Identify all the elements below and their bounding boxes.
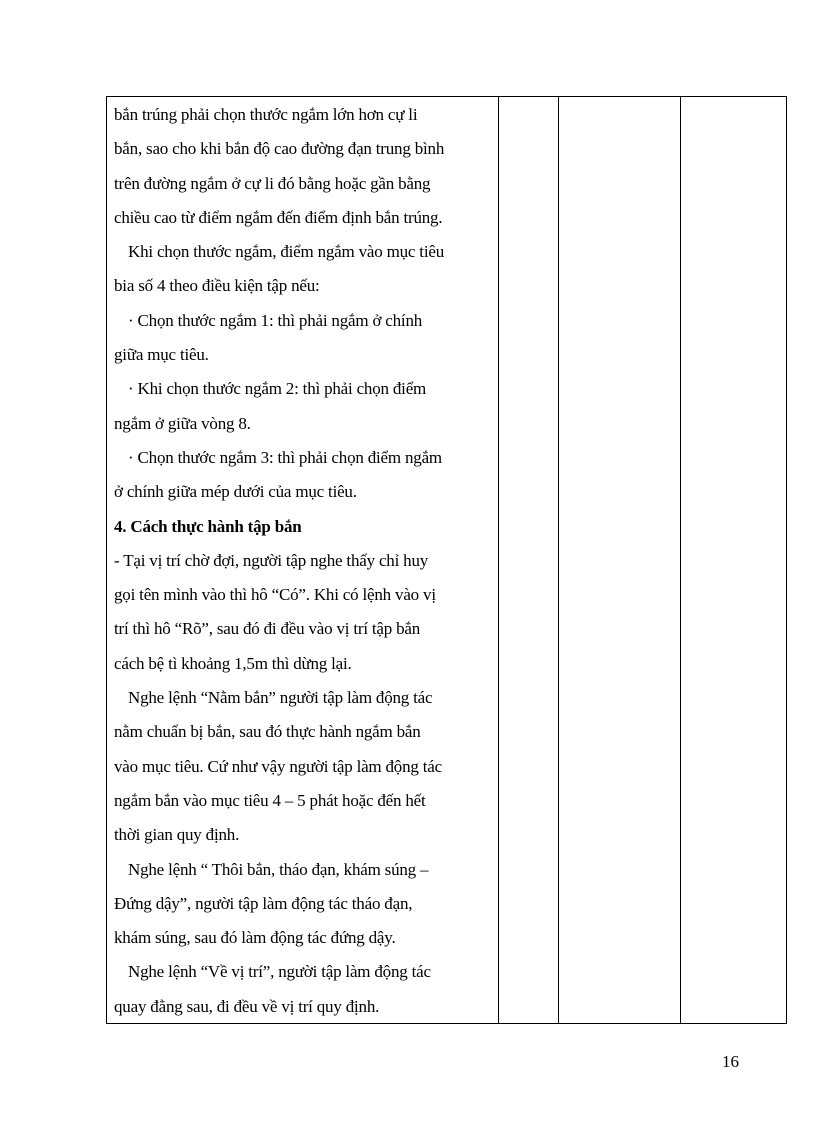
text-line: bắn trúng phải chọn thước ngắm lớn hơn cự li: [114, 105, 418, 124]
text-line: bia số 4 theo điều kiện tập nếu:: [114, 276, 320, 296]
text-line: - Tại vị trí chờ đợi, người tập nghe thấy chỉ huy: [114, 550, 429, 570]
table-cell-empty-1: [499, 97, 559, 1023]
table-cell-content: [107, 97, 499, 1023]
text-line: thời gian quy định.: [114, 825, 240, 845]
text-line: Khi chọn thước ngắm, điểm ngắm vào mục tiêu: [128, 242, 445, 262]
text-line: trí thì hô “Rõ”, sau đó đi đều vào vị trí tập bắn: [114, 619, 421, 639]
text-line: khám súng, sau đó làm động tác đứng dậy.: [114, 928, 396, 948]
text-line: · Chọn thước ngắm 3: thì phải chọn điểm ngắm: [128, 447, 442, 467]
text-line: · Khi chọn thước ngắm 2: thì phải chọn điểm: [128, 379, 427, 399]
table-cell-empty-3: [681, 97, 786, 1023]
page-number: 16: [722, 1052, 739, 1071]
text-line: bắn, sao cho khi bắn độ cao đường đạn trung bình: [114, 139, 445, 159]
text-line: Đứng dậy”, người tập làm động tác tháo đạn,: [114, 893, 413, 913]
text-lines: [114, 98, 492, 1024]
text-line: giữa mục tiêu.: [114, 345, 209, 365]
text-line: ngắm bắn vào mục tiêu 4 – 5 phát hoặc đến hết: [114, 790, 426, 810]
text-line: ngắm ở giữa vòng 8.: [114, 413, 251, 433]
section-heading: 4. Cách thực hành tập bắn: [114, 516, 302, 536]
text-line: Nghe lệnh “Nằm bắn” người tập làm động tác: [128, 688, 433, 708]
text-line: Nghe lệnh “ Thôi bắn, tháo đạn, khám súng –: [128, 859, 429, 879]
text-line: · Chọn thước ngắm 1: thì phải ngắm ở chính: [128, 310, 423, 330]
text-line: ở chính giữa mép dưới của mục tiêu.: [114, 482, 357, 502]
text-line: nằm chuẩn bị bắn, sau đó thực hành ngắm bắn: [114, 722, 421, 742]
text-line: quay đằng sau, đi đều về vị trí quy định.: [114, 996, 380, 1016]
table-cell-empty-2: [559, 97, 681, 1023]
text-line: vào mục tiêu. Cứ như vậy người tập làm động tác: [114, 756, 442, 776]
text-line: gọi tên mình vào thì hô “Có”. Khi có lệnh vào vị: [114, 585, 436, 605]
text-line: trên đường ngắm ở cự li đó bằng hoặc gần bằng: [114, 173, 431, 193]
text-line: chiều cao từ điểm ngắm đến điểm định bắn trúng.: [114, 207, 443, 227]
content-table: [106, 96, 787, 1024]
text-line: Nghe lệnh “Về vị trí”, người tập làm động tác: [128, 962, 431, 982]
text-line: cách bệ tì khoảng 1,5m thì dừng lại.: [114, 653, 352, 673]
